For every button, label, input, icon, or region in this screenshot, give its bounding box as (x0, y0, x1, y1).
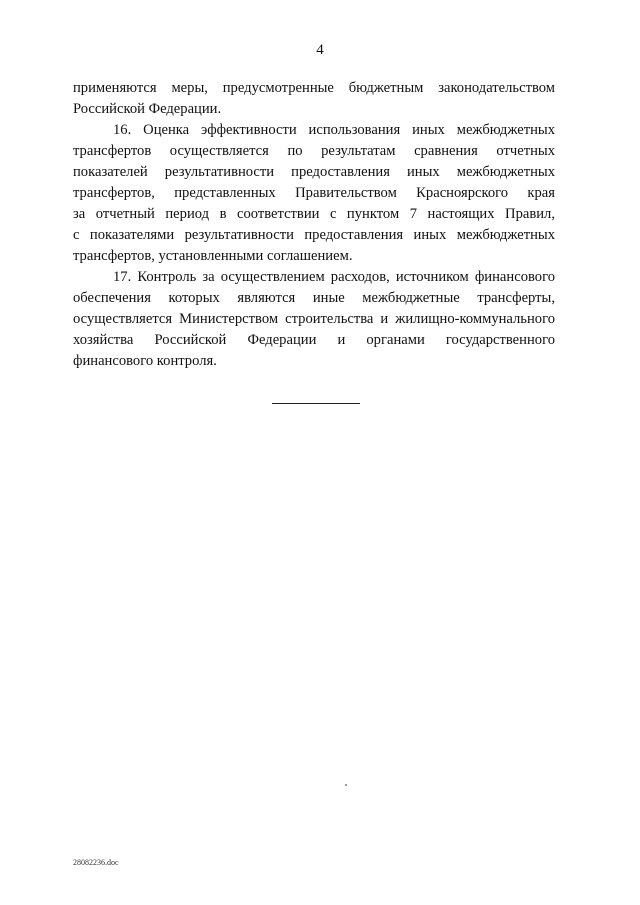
text-line: 17. Контроль за осуществлением расходов, источником финансового (113, 269, 555, 285)
text-line: финансового контроля. (73, 353, 217, 369)
text-line: трансфертов, представленных Правительством Красноярского края (73, 185, 555, 201)
text-line: Российской Федерации. (73, 101, 222, 117)
text-line: хозяйства Российской Федерации и органами государственного (73, 332, 555, 348)
paragraph-budget-measures (73, 78, 555, 120)
text-line: с показателями результативности предоставления иных межбюджетных (73, 227, 555, 243)
text-line: трансфертов осуществляется по результатам сравнения отчетных (73, 143, 555, 159)
scan-artifact-dot (345, 784, 347, 786)
paragraph-16-efficiency-assessment (73, 120, 555, 267)
text-line: показателей результативности предоставления иных межбюджетных (73, 164, 555, 180)
text-line: 16. Оценка эффективности использования иных межбюджетных (113, 122, 555, 138)
document-body (73, 78, 555, 372)
text-line: за отчетный период в соответствии с пунктом 7 настоящих Правил, (73, 206, 555, 222)
text-line: осуществляется Министерством строительства и жилищно-коммунального (73, 311, 555, 327)
text-line: обеспечения которых являются иные межбюджетные трансферты, (73, 290, 555, 306)
text-line: трансфертов, установленными соглашением. (73, 248, 353, 264)
document-file-code: 28082236.doc (73, 858, 119, 867)
paragraph-17-expense-control (73, 267, 555, 372)
end-of-text-separator (272, 403, 360, 404)
text-line: применяются меры, предусмотренные бюджетным законодательством (73, 80, 555, 96)
page-number: 4 (316, 42, 324, 58)
